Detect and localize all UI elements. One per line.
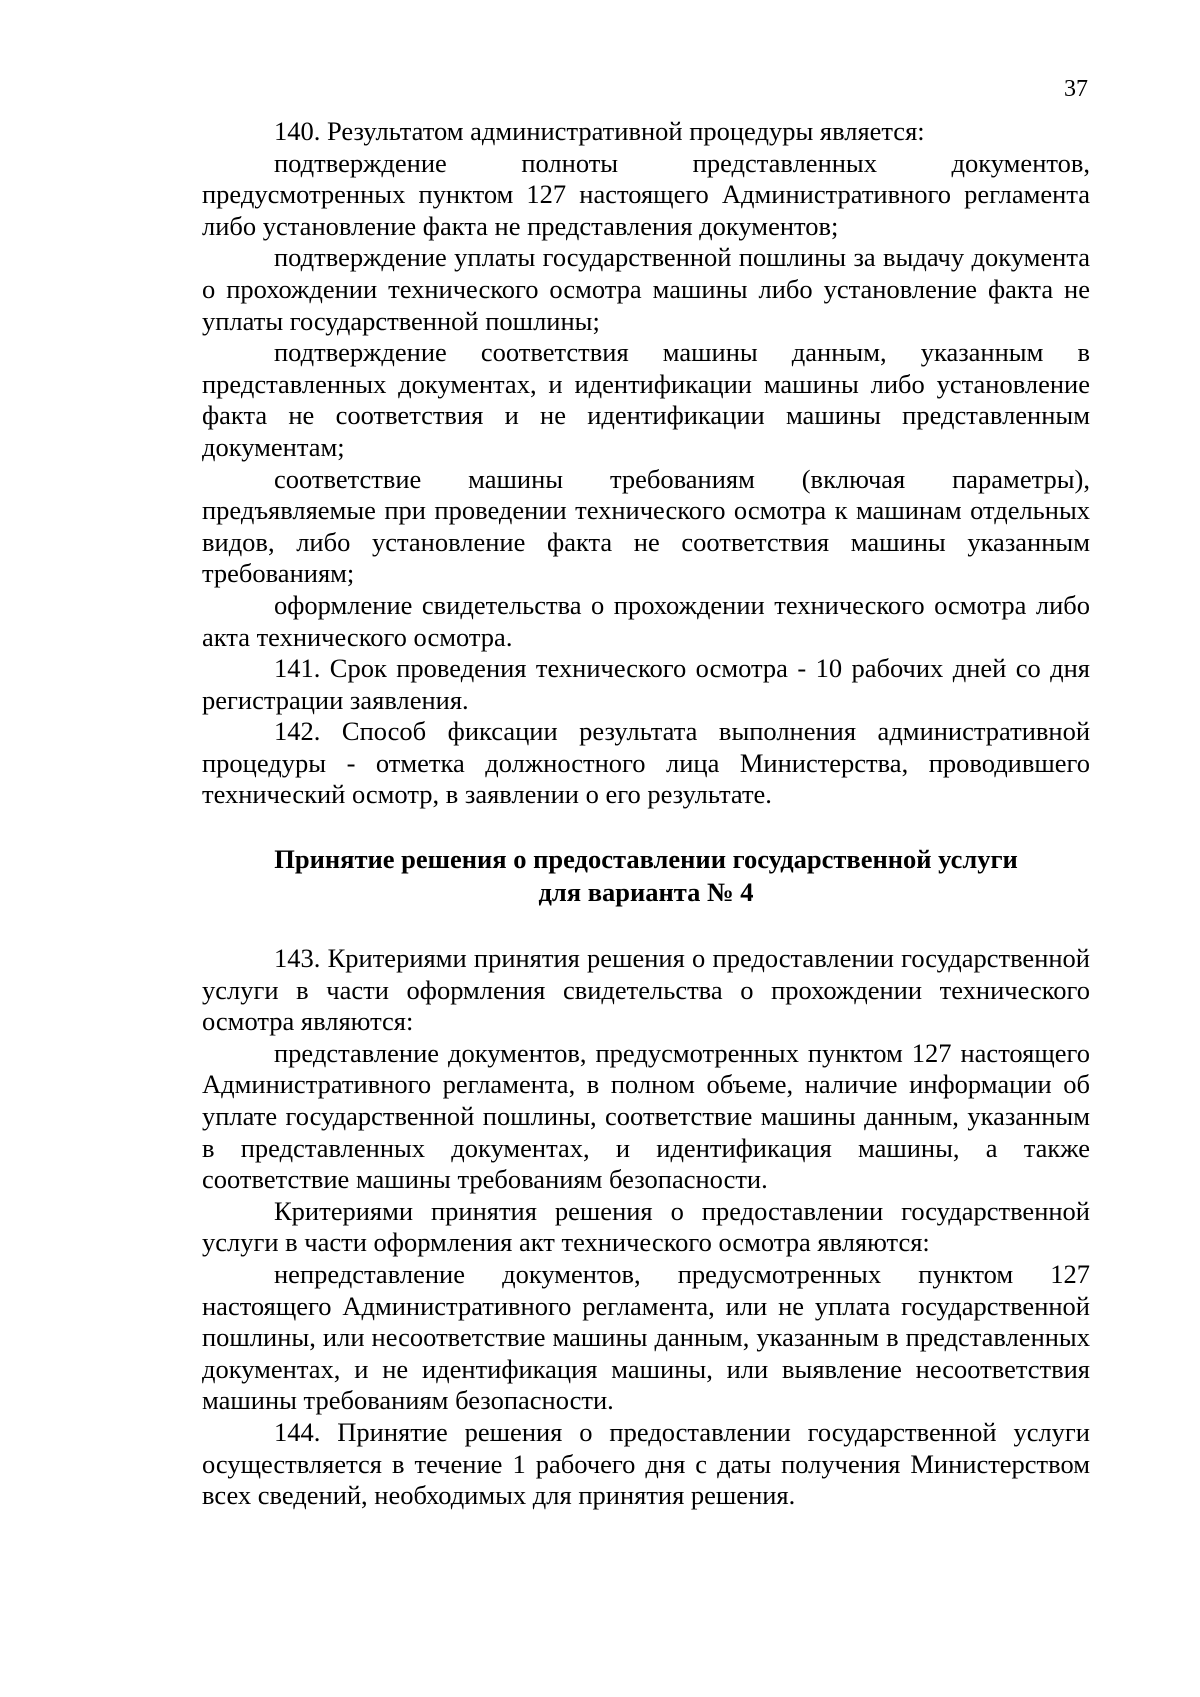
section-heading-line-2: для варианта № 4: [538, 877, 754, 908]
paragraph-143-item-presentation: представление документов, предусмотренных пунктом 127 настоящего Административного регламента, в полном объеме, наличие информации об уплате государственной пошлины, соответствие машины данным, указанным в представленных документах, и идентификация машины, а также соответствие машины требованиям безопасности.: [202, 1037, 1090, 1195]
paragraph-140-item-requirements: соответствие машины требованиям (включая параметры), предъявляемые при проведении технического осмотра к машинам отдельных видов, либо установление факта не соответствия машины указанным требованиям;: [202, 463, 1090, 589]
paragraph-143: 143. Критериями принятия решения о предоставлении государственной услуги в части оформления свидетельства о прохождении технического осмотра являются:: [202, 943, 1090, 1037]
paragraph-140-item-fee: подтверждение уплаты государственной пошлины за выдачу документа о прохождении технического осмотра машины либо установление факта не уплаты государственной пошлины;: [202, 242, 1090, 336]
paragraph-142: 142. Способ фиксации результата выполнения административной процедуры - отметка должностного лица Министерства, проводившего технический осмотр, в заявлении о его результате.: [202, 716, 1090, 810]
paragraph-140-item-documents: подтверждение полноты представленных документов, предусмотренных пунктом 127 настоящего Административного регламента либо установление факта не представления документов;: [202, 147, 1090, 241]
paragraph-140: 140. Результатом административной процедуры является:: [274, 116, 925, 146]
page-number: 37: [1064, 76, 1088, 102]
paragraph-140-item-identification: подтверждение соответствия машины данным, указанным в представленных документах, и идентификации машины либо установление факта не соответствия и не идентификации машины представленным документам;: [202, 337, 1090, 462]
section-heading-line-1: Принятие решения о предоставлении государственной услуги: [274, 844, 1018, 875]
paragraph-141: 141. Срок проведения технического осмотра - 10 рабочих дней со дня регистрации заявления.: [202, 653, 1090, 715]
section-heading: [202, 843, 1090, 909]
document-body: [202, 116, 1090, 1512]
paragraph-144: 144. Принятие решения о предоставлении государственной услуги осуществляется в течение 1 рабочего дня с даты получения Министерством всех сведений, необходимых для принятия решения.: [202, 1416, 1090, 1511]
paragraph-143-act-criteria: Критериями принятия решения о предоставлении государственной услуги в части оформления акт технического осмотра являются:: [202, 1195, 1090, 1258]
paragraph-143-item-nonpresentation: непредставление документов, предусмотренных пунктом 127 настоящего Административного регламента, или не уплата государственной пошлины, или несоответствие машины данным, указанным в представленных документах, и не идентификация машины, или выявление несоответствия машины требованиям безопасности.: [202, 1259, 1090, 1416]
paragraph-140-item-certificate: оформление свидетельства о прохождении технического осмотра либо акта технического осмотра.: [202, 589, 1090, 652]
